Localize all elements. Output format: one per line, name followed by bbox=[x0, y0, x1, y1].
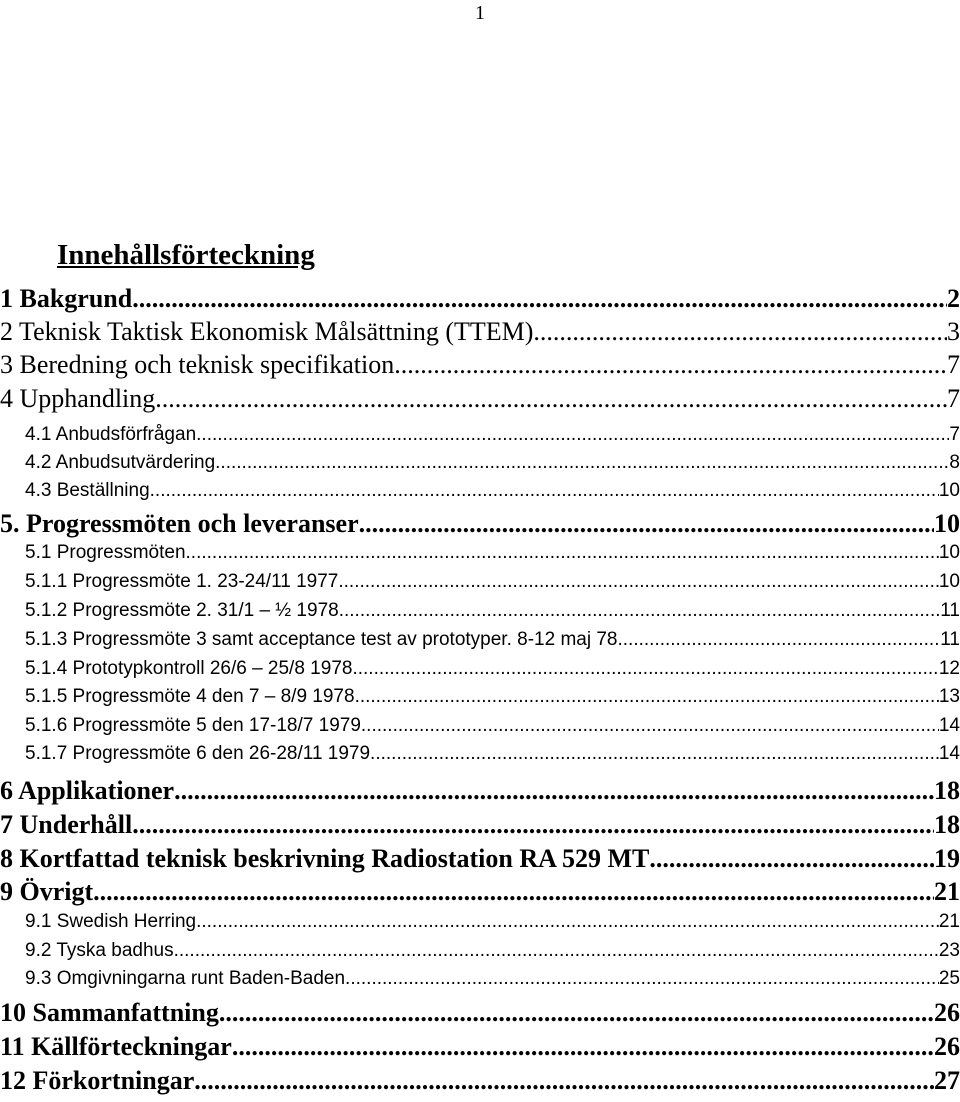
dot-leader bbox=[219, 998, 934, 1028]
toc-entry-text: 3 Beredning och teknisk specifikation bbox=[0, 350, 395, 379]
toc-entry[interactable] bbox=[25, 480, 960, 508]
dot-leader bbox=[359, 509, 934, 539]
toc-entry-page: 10 bbox=[938, 480, 960, 501]
toc-entry-page: 25 bbox=[938, 968, 960, 989]
toc-entry-page: 10 bbox=[938, 542, 960, 563]
toc-entry-page: 13 bbox=[938, 686, 960, 707]
toc-entry-text: 5. Progressmöten och leveranser bbox=[0, 509, 359, 538]
toc-entry[interactable] bbox=[0, 998, 960, 1031]
toc-entry-text: 5.1.7 Progressmöte 6 den 26-28/11 1979. bbox=[25, 743, 376, 764]
toc-entry-text: 5.1.6 Progressmöte 5 den 17-18/7 1979 bbox=[25, 715, 361, 736]
dot-leader bbox=[649, 844, 934, 874]
dot-leader bbox=[623, 629, 941, 651]
dot-leader bbox=[93, 877, 934, 907]
toc-entry[interactable] bbox=[25, 686, 960, 714]
toc-entry-text: 10 Sammanfattning bbox=[0, 998, 219, 1027]
toc-entry[interactable] bbox=[25, 571, 960, 599]
toc-entry[interactable] bbox=[0, 844, 960, 877]
toc-entry-page: 19 bbox=[934, 844, 960, 873]
toc-entry[interactable] bbox=[25, 968, 960, 996]
dot-leader bbox=[132, 810, 934, 840]
dot-leader bbox=[132, 284, 947, 314]
toc-entry-page: 8 bbox=[949, 452, 960, 473]
toc-entry-text: 5.1 Progressmöten bbox=[25, 542, 186, 563]
dot-leader bbox=[345, 968, 939, 990]
toc-entry-page: 2 bbox=[947, 284, 960, 313]
toc-entry-text: 4.2 Anbudsutvärdering bbox=[25, 452, 216, 473]
dot-leader bbox=[352, 658, 938, 680]
toc-entry-page: 18 bbox=[934, 810, 960, 839]
toc-entry-page: 26 bbox=[934, 1032, 960, 1061]
dot-leader bbox=[174, 940, 939, 962]
dot-leader bbox=[375, 743, 939, 765]
toc-entry-text: 5.1.5 Progressmöte 4 den 7 – 8/9 1978 bbox=[25, 686, 355, 707]
toc-entry[interactable] bbox=[25, 424, 960, 452]
toc-entry-page: 11 bbox=[940, 629, 960, 650]
dot-leader bbox=[355, 686, 939, 708]
toc-entry-text: 9 Övrigt bbox=[0, 877, 94, 906]
toc-entry-page: 21 bbox=[938, 911, 960, 932]
toc-entry[interactable] bbox=[25, 658, 960, 686]
toc-entry-text: 12 Förkortningar bbox=[0, 1066, 195, 1095]
toc-entry[interactable] bbox=[0, 284, 960, 317]
toc-entry-text: 4.1 Anbudsförfrågan bbox=[25, 424, 197, 445]
toc-entry-page: 10 bbox=[934, 509, 960, 538]
toc-title: Innehållsförteckning bbox=[57, 239, 315, 271]
toc-entry[interactable] bbox=[25, 629, 960, 657]
dot-leader bbox=[196, 424, 949, 446]
toc-entry[interactable] bbox=[0, 509, 960, 542]
toc-entry-page: 3 bbox=[947, 317, 960, 346]
toc-entry[interactable] bbox=[0, 810, 960, 843]
toc-entry-text: 11 Källförteckningar bbox=[0, 1032, 232, 1061]
toc-entry-text: 9.1 Swedish Herring bbox=[25, 911, 197, 932]
toc-entry-page: 11 bbox=[940, 600, 960, 621]
toc-entry[interactable] bbox=[25, 600, 960, 628]
toc-entry[interactable] bbox=[25, 542, 960, 570]
dot-leader bbox=[533, 317, 947, 347]
toc-entry[interactable] bbox=[0, 384, 960, 417]
toc-entry-page: 26 bbox=[934, 998, 960, 1027]
toc-entry[interactable] bbox=[25, 452, 960, 480]
toc-entry-page: 23 bbox=[938, 940, 960, 961]
toc-entry-page: 7 bbox=[947, 384, 960, 413]
toc-entry-text: 5.1.2 Progressmöte 2. 31/1 – ½ 1978 bbox=[25, 600, 339, 621]
toc-entry-text: 5.1.3 Progressmöte 3 samt acceptance test av prototyper. 8-12 maj 78. bbox=[25, 629, 623, 650]
toc-entry[interactable] bbox=[0, 1066, 960, 1099]
dot-leader bbox=[339, 600, 941, 622]
toc-entry[interactable] bbox=[0, 776, 960, 809]
toc-entry[interactable] bbox=[25, 911, 960, 939]
dot-leader bbox=[215, 452, 949, 474]
toc-entry-text: 4 Upphandling bbox=[0, 384, 156, 413]
dot-leader bbox=[394, 350, 947, 380]
dot-leader bbox=[232, 1032, 934, 1062]
toc-entry-text: 2 Teknisk Taktisk Ekonomisk Målsättning (TTEM) bbox=[0, 317, 534, 346]
toc-entry-page: 10 bbox=[938, 571, 960, 592]
toc-entry-page: 21 bbox=[934, 877, 960, 906]
toc-entry-text: 9.3 Omgivningarna runt Baden-Baden bbox=[25, 968, 346, 989]
toc-entry-page: 27 bbox=[934, 1066, 960, 1095]
toc-entry-text: 7 Underhåll bbox=[0, 810, 133, 839]
toc-entry-page: 7 bbox=[947, 350, 960, 379]
dot-leader bbox=[150, 480, 939, 502]
toc-entry[interactable] bbox=[0, 350, 960, 383]
toc-entry-page: 14 bbox=[938, 743, 960, 764]
toc-entry-text: 9.2 Tyska badhus bbox=[25, 940, 174, 961]
toc-entry[interactable] bbox=[25, 940, 960, 968]
dot-leader bbox=[174, 776, 934, 806]
toc-entry-page: 14 bbox=[938, 715, 960, 736]
toc-entry[interactable] bbox=[25, 715, 960, 743]
toc-entry[interactable] bbox=[0, 877, 960, 910]
dot-leader bbox=[196, 911, 939, 933]
dot-leader bbox=[361, 715, 939, 737]
page-number: 1 bbox=[475, 2, 485, 24]
toc-entry-text: 6 Applikationer bbox=[0, 776, 175, 805]
toc-entry-page: 12 bbox=[938, 658, 960, 679]
toc-entry[interactable] bbox=[0, 317, 960, 350]
toc-entry[interactable] bbox=[0, 1032, 960, 1065]
toc-entry-page: 7 bbox=[949, 424, 960, 445]
dot-leader bbox=[155, 384, 947, 414]
dot-leader bbox=[338, 571, 939, 593]
dot-leader bbox=[194, 1066, 934, 1096]
toc-entry-text: 5.1.1 Progressmöte 1. 23-24/11 1977 bbox=[25, 571, 339, 592]
dot-leader bbox=[186, 542, 939, 564]
toc-entry-text: 4.3 Beställning bbox=[25, 480, 150, 501]
toc-entry-text: 1 Bakgrund bbox=[0, 284, 133, 313]
toc-entry-page: 18 bbox=[934, 776, 960, 805]
toc-entry[interactable] bbox=[25, 743, 960, 771]
toc-entry-text: 8 Kortfattad teknisk beskrivning Radiostation RA 529 MT bbox=[0, 844, 650, 873]
toc-entry-text: 5.1.4 Prototypkontroll 26/6 – 25/8 1978 bbox=[25, 658, 353, 679]
